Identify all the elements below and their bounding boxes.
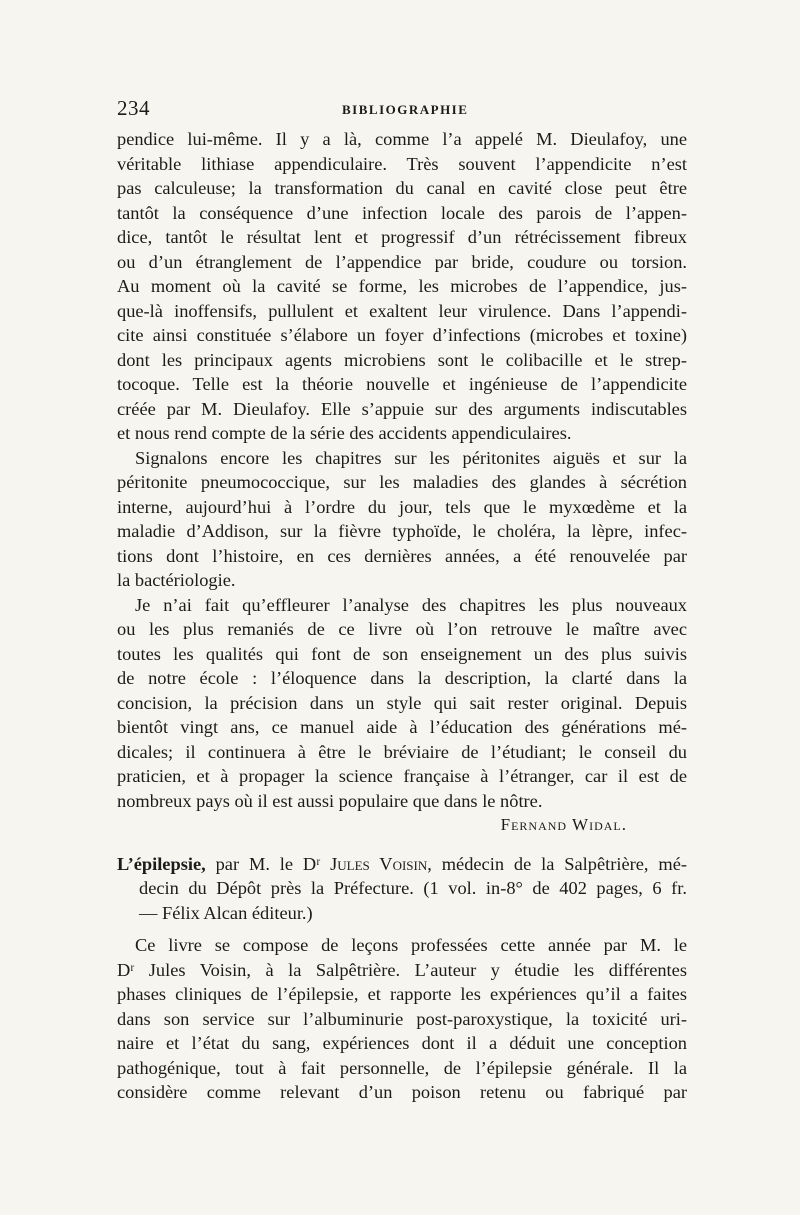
text-line: maladie d’Addison, sur la fièvre typhoïde, le choléra, la lèpre, infec- (117, 521, 687, 541)
running-head: BIBLIOGRAPHIE (342, 102, 469, 117)
text-line: cite ainsi constituée s’élabore un foyer d’infections (microbes et toxine) (117, 325, 687, 345)
text-line: Ce livre se compose de leçons professées cette année par M. le (135, 935, 687, 955)
review-author: Jules Voisin (330, 853, 428, 874)
page-number: 234 (117, 96, 150, 120)
text-line: naire et l’état du sang, expériences dont il a déduit une conception (117, 1033, 687, 1053)
text-line: nombreux pays où il est aussi populaire que dans le nôtre. (117, 790, 543, 811)
text-line: pendice lui-même. Il y a là, comme l’a appelé M. Dieulafoy, une (117, 129, 687, 149)
text-line: interne, aujourd’hui à l’ordre du jour, tels que le myxœdème et la (117, 496, 687, 517)
text-line: toutes les qualités qui font de son enseignement un des plus suivis (117, 643, 687, 664)
text-line: ou d’un étranglement de l’appendice par bride, coudure ou torsion. (117, 251, 687, 272)
text-line: pathogénique, tout à fait personnelle, de l’épilepsie générale. Il la (117, 1057, 687, 1078)
text-line: et nous rend compte de la série des accidents appendiculaires. (117, 423, 572, 443)
text-line: que-là inoffensifs, pullulent et exaltent leur virulence. Dans l’appendi- (117, 300, 687, 321)
text-line: Au moment où la cavité se forme, les microbes de l’appendice, jus- (117, 276, 687, 296)
text-line: de notre école : l’éloquence dans la description, la clarté dans la (117, 668, 687, 688)
review-heading-line (117, 852, 687, 877)
review-title: L’épilepsie, (117, 853, 206, 874)
text-line: Dʳ Jules Voisin, à la Salpêtrière. L’auteur y étudie les différentes (117, 959, 687, 980)
text-line: véritable lithiase appendiculaire. Très souvent l’appendicite n’est (117, 153, 687, 174)
text-line: dice, tantôt le résultat lent et progressif d’un rétrécissement fibreux (117, 227, 687, 247)
text-line: dicales; il continuera à être le bréviaire de l’étudiant; le conseil du (117, 741, 687, 762)
text-line: tions dont l’histoire, en ces dernières années, a été renouvelée par (117, 545, 687, 566)
text-line: la bactériologie. (117, 570, 236, 590)
text-line: dont les principaux agents microbiens sont le colibacille et le strep- (117, 349, 687, 370)
page-header (117, 96, 687, 124)
text-line: tantôt la conséquence d’une infection locale des parois de l’appen- (117, 202, 687, 223)
text-line: concision, la précision dans un style qui sait rester original. Depuis (117, 692, 687, 713)
text-line: considère comme relevant d’un poison retenu ou fabriqué par (117, 1082, 687, 1102)
text-line: praticien, et à propager la science française à l’étranger, car il est de (117, 766, 687, 786)
review-heading-line: decin du Dépôt près la Préfecture. (1 vol. in-8° de 402 pages, 6 fr. (139, 878, 687, 898)
text-line: pas calculeuse; la transformation du canal en cavité close peut être (117, 178, 687, 198)
body-text (117, 127, 687, 1105)
section-gap (117, 925, 687, 933)
text-line: tocoque. Telle est la théorie nouvelle et ingénieuse de l’appendicite (117, 374, 687, 394)
text-line: Je n’ai fait qu’effleurer l’analyse des chapitres les plus nouveaux (135, 594, 687, 615)
text-line: péritonite pneumococcique, sur les maladies des glandes à sécrétion (117, 472, 687, 492)
section-gap (117, 838, 687, 852)
review-heading-line: — Félix Alcan éditeur.) (139, 902, 313, 923)
text-line: créée par M. Dieulafoy. Elle s’appuie sur des arguments indiscutables (117, 398, 687, 419)
text-line: phases cliniques de l’épilepsie, et rapporte les expériences qu’il a faites (117, 984, 687, 1004)
text-line: Signalons encore les chapitres sur les péritonites aiguës et sur la (135, 447, 687, 468)
text-line: ou les plus remaniés de ce livre où l’on retrouve le maître avec (117, 619, 687, 639)
review-heading-text: par M. le Dʳ (205, 853, 331, 874)
author-signature: Fernand Widal. (500, 815, 627, 834)
text-line: bientôt vingt ans, ce manuel aide à l’éducation des générations mé- (117, 717, 687, 737)
text-line: dans son service sur l’albuminurie post-paroxystique, la toxicité uri- (117, 1008, 687, 1029)
review-heading-text: , médecin de la Salpêtrière, mé- (427, 853, 687, 874)
